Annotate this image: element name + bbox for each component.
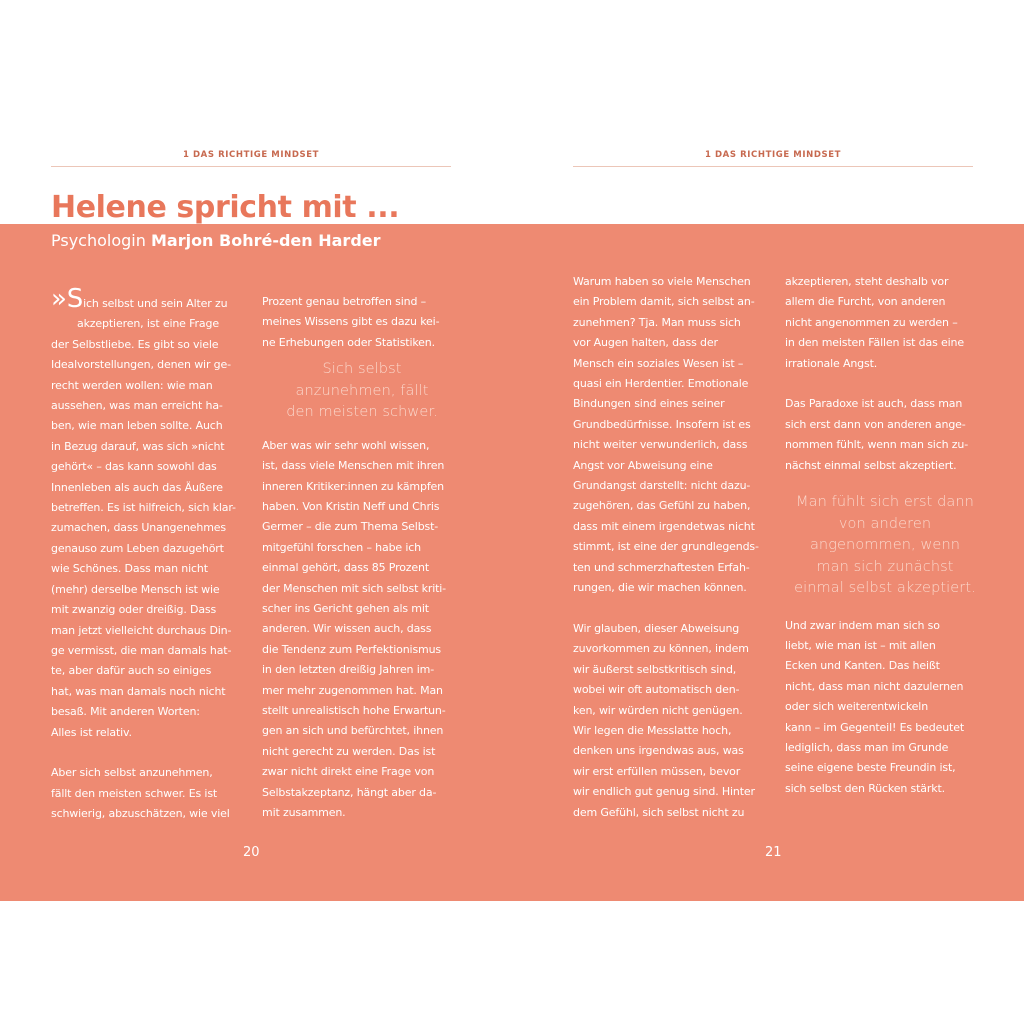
text-line: ben, wie man leben sollte. Auch xyxy=(51,419,223,433)
paragraph xyxy=(51,284,251,743)
text-line: denken uns irgendwas aus, was xyxy=(573,744,744,758)
text-line: genauso zum Leben dazugehört xyxy=(51,541,224,555)
text-column-1 xyxy=(51,284,251,825)
text-line: nicht, dass man nicht dazulernen xyxy=(785,679,964,693)
paragraph xyxy=(785,394,985,476)
text-line: angenommen, wenn xyxy=(809,537,961,554)
text-line: Das Paradoxe ist auch, dass man xyxy=(785,397,963,411)
text-column-2 xyxy=(262,292,462,823)
text-line: seine eigene beste Freundin ist, xyxy=(785,761,956,775)
text-line: wir endlich gut genug sind. Hinter xyxy=(573,785,755,799)
text-line: in Bezug darauf, was sich »nicht xyxy=(51,439,225,453)
text-line: stimmt, ist eine der grundlegends- xyxy=(573,540,759,554)
interviewee-name: Marjon Bohré-den Harder xyxy=(150,231,381,250)
text-line: Aber was wir sehr wohl wissen, xyxy=(262,438,430,452)
text-line: Idealvorstellungen, denen wir ge- xyxy=(51,358,231,372)
pull-quote xyxy=(785,492,985,600)
text-line: Wir glauben, dieser Abweisung xyxy=(573,621,740,635)
paragraph xyxy=(51,763,251,824)
text-line: Grundbedürfnisse. Insofern ist es xyxy=(573,417,751,431)
text-line: ist, dass viele Menschen mit ihren xyxy=(262,459,445,473)
pull-quote xyxy=(262,359,462,424)
text-line: zumachen, dass Unangenehmes xyxy=(51,521,226,535)
text-line: inneren Kritiker:innen zu kämpfen xyxy=(262,479,444,493)
text-line: der Menschen mit sich selbst kriti- xyxy=(262,581,446,595)
text-line: stellt unrealistisch hohe Erwartun- xyxy=(262,704,446,717)
text-column-4 xyxy=(785,272,985,799)
text-line: zunehmen? Tja. Man muss sich xyxy=(573,315,741,329)
text-line: einmal selbst akzeptiert. xyxy=(794,580,976,597)
text-line: liebt, wie man ist – mit allen xyxy=(785,638,936,652)
text-line: anzunehmen, fällt xyxy=(295,382,429,399)
text-line: mer mehr zugenommen hat. Man xyxy=(262,683,443,697)
text-line: fällt den meisten schwer. Es ist xyxy=(51,786,218,800)
text-line: oder sich weiterentwickeln xyxy=(785,700,929,714)
text-line: zuvorkommen zu können, indem xyxy=(573,642,749,656)
text-line: Wir legen die Messlatte hoch, xyxy=(573,723,732,737)
article-title: Helene spricht mit ... xyxy=(51,190,400,225)
text-line: Ecken und Kanten. Das heißt xyxy=(785,659,940,673)
text-line: Innenleben als auch das Äußere xyxy=(51,480,223,494)
text-line: haben. Von Kristin Neff und Chris xyxy=(262,499,440,513)
text-line: mit zwanzig oder dreißig. Dass xyxy=(51,603,217,617)
text-line: aussehen, was man erreicht ha- xyxy=(51,399,223,413)
text-line: besaß. Mit anderen Worten: xyxy=(51,705,200,719)
text-line: Alles ist relativ. xyxy=(51,725,132,739)
text-line: Germer – die zum Thema Selbst- xyxy=(262,520,439,534)
page-number-left: 20 xyxy=(243,845,260,860)
text-line: nicht gerecht zu werden. Das ist xyxy=(262,744,436,758)
text-line: allem die Furcht, von anderen xyxy=(785,295,946,309)
text-line: scher ins Gericht gehen als mit xyxy=(262,601,429,615)
text-line: te, aber dafür auch so einiges xyxy=(51,664,212,678)
text-line: den meisten schwer. xyxy=(286,404,438,421)
paragraph xyxy=(262,436,462,824)
header-rule-right xyxy=(573,166,973,167)
text-line: mit zusammen. xyxy=(262,806,346,820)
text-line: zugehören, das Gefühl zu haben, xyxy=(573,499,751,513)
paragraph xyxy=(262,292,462,353)
text-line: ne Erhebungen oder Statistiken. xyxy=(262,335,435,349)
text-line: quasi ein Herdentier. Emotionale xyxy=(573,377,749,391)
text-line: dem Gefühl, sich selbst nicht zu xyxy=(573,805,745,819)
text-line: wie Schönes. Dass man nicht xyxy=(51,562,208,576)
paragraph xyxy=(573,272,773,599)
first-line: »Sich selbst und sein Alter zu xyxy=(51,284,228,314)
text-line: gehört« – das kann sowohl das xyxy=(51,460,217,474)
page-number-right: 21 xyxy=(765,845,782,860)
header-rule-left xyxy=(51,166,451,167)
text-line: zwar nicht direkt eine Frage von xyxy=(262,765,435,779)
text-line: wobei wir oft automatisch den- xyxy=(573,683,740,697)
text-line: vor Augen halten, dass der xyxy=(573,336,718,350)
drop-cap: »S xyxy=(51,284,84,314)
text-line: Angst vor Abweisung eine xyxy=(573,458,713,472)
running-head-right: 1 DAS RICHTIGE MINDSET xyxy=(704,150,842,160)
text-line: ge vermisst, die man damals hat- xyxy=(51,643,232,657)
text-line: hat, was man damals noch nicht xyxy=(51,684,226,698)
text-line: Man fühlt sich erst dann xyxy=(796,494,974,511)
text-line: sich erst dann von anderen ange- xyxy=(785,417,966,431)
text-line: rungen, die wir machen können. xyxy=(573,581,747,595)
text-line: Bindungen sind eines seiner xyxy=(573,397,725,411)
text-line: nicht angenommen zu werden – xyxy=(785,315,958,329)
text-line: recht werden wollen: wie man xyxy=(51,378,213,392)
paragraph xyxy=(785,616,985,800)
subtitle-prefix: Psychologin xyxy=(51,231,146,250)
text-line: meines Wissens gibt es dazu kei- xyxy=(262,315,440,329)
text-line: gen an sich und befürchtet, ihnen xyxy=(262,724,444,738)
running-head-left: 1 DAS RICHTIGE MINDSET xyxy=(182,150,320,160)
text-line: ken, wir würden nicht genügen. xyxy=(573,703,743,717)
text-line: irrationale Angst. xyxy=(785,356,878,370)
text-line: der Selbstliebe. Es gibt so viele xyxy=(51,337,219,351)
text-line: Aber sich selbst anzunehmen, xyxy=(51,766,213,780)
text-line: betreffen. Es ist hilfreich, sich klar- xyxy=(51,501,236,515)
text-line: akzeptieren, steht deshalb vor xyxy=(785,275,949,288)
text-line: schwierig, abzuschätzen, wie viel xyxy=(51,807,230,821)
article-subtitle xyxy=(51,230,381,252)
text-line: sich selbst den Rücken stärkt. xyxy=(785,781,945,795)
text-line: Selbstakzeptanz, hängt aber da- xyxy=(262,785,437,799)
text-line: von anderen xyxy=(838,515,932,532)
text-line: (mehr) derselbe Mensch ist wie xyxy=(51,582,220,596)
text-line: Sich selbst xyxy=(322,361,402,378)
text-line: dass mit einem irgendetwas nicht xyxy=(573,519,755,533)
text-line: einmal gehört, dass 85 Prozent xyxy=(262,561,430,575)
text-line: man sich zunächst xyxy=(816,558,954,575)
text-line: nicht weiter verwunderlich, dass xyxy=(573,438,748,452)
text-line: kann – im Gegenteil! Es bedeutet xyxy=(785,720,964,734)
text-line: die Tendenz zum Perfektionismus xyxy=(262,642,442,656)
text-line: wir äußerst selbstkritisch sind, xyxy=(573,662,737,676)
text-line: nommen fühlt, wenn man sich zu- xyxy=(785,438,969,452)
text-line: lediglich, dass man im Grunde xyxy=(785,740,949,754)
text-line: wir erst erfüllen müssen, bevor xyxy=(573,764,741,778)
text-column-3 xyxy=(573,272,773,823)
text-line: in den letzten dreißig Jahren im- xyxy=(262,663,435,677)
text-line: Und zwar indem man sich so xyxy=(785,618,940,632)
text-line: Warum haben so viele Menschen xyxy=(573,275,751,288)
text-line: mitgefühl forschen – habe ich xyxy=(262,540,421,554)
second-line: akzeptieren, ist eine Frage xyxy=(77,317,219,331)
text-line: Prozent genau betroffen sind – xyxy=(262,295,426,308)
text-line: ein Problem damit, sich selbst an- xyxy=(573,295,755,309)
text-line: nächst einmal selbst akzeptiert. xyxy=(785,458,957,472)
text-line: anderen. Wir wissen auch, dass xyxy=(262,622,432,636)
text-line: ten und schmerzhaftesten Erfah- xyxy=(573,560,750,574)
paragraph xyxy=(573,619,773,823)
paragraph xyxy=(785,272,985,374)
text-line: Grundangst darstellt: nicht dazu- xyxy=(573,479,751,493)
text-line: Mensch ein soziales Wesen ist – xyxy=(573,356,744,370)
text-line: in den meisten Fällen ist das eine xyxy=(785,336,964,350)
text-line: man jetzt vielleicht durchaus Din- xyxy=(51,623,232,637)
